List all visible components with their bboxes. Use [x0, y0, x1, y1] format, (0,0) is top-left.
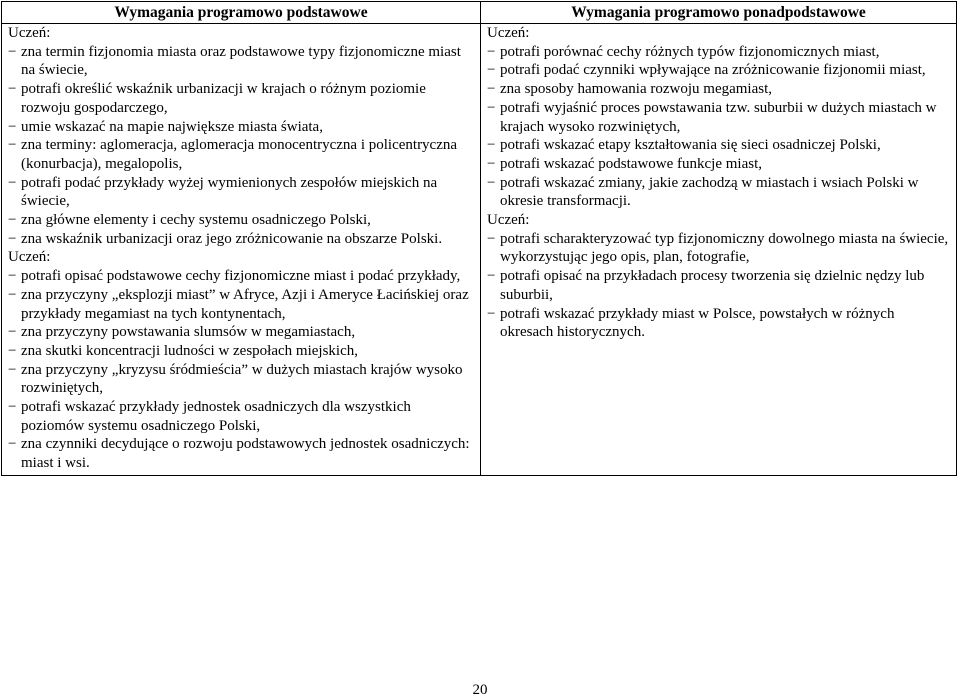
requirement-text: zna główne elementy i cechy systemu osadniczego Polski, [21, 212, 371, 229]
dash-bullet: − [487, 137, 496, 154]
requirement-item [8, 174, 474, 211]
requirement-item [487, 267, 950, 304]
requirement-item [8, 323, 474, 342]
student-heading: Uczeń: [8, 249, 51, 266]
page-number: 20 [472, 682, 488, 698]
dash-bullet: − [487, 43, 496, 60]
requirement-item [487, 61, 950, 80]
student-heading: Uczeń: [487, 212, 530, 229]
header-advanced: Wymagania programowo ponadpodstawowe [481, 2, 957, 24]
requirement-text: potrafi podać przykłady wyżej wymienionych zespołów miejskich na świecie, [21, 174, 438, 210]
requirement-text: zna termin fizjonomia miasta oraz podstawowe typy fizjonomiczne miast na świecie, [21, 43, 461, 79]
requirement-text: umie wskazać na mapie największe miasta świata, [21, 118, 323, 135]
requirement-item [8, 211, 474, 230]
requirement-text: potrafi podać czynniki wpływające na zróżnicowanie fizjonomii miast, [500, 62, 926, 79]
dash-bullet: − [8, 268, 17, 285]
requirement-item [487, 305, 950, 342]
requirement-text: potrafi wyjaśnić proces powstawania tzw. suburbii w dużych miastach w krajach wysoko rozwiniętych, [500, 99, 937, 135]
dash-bullet: − [8, 212, 17, 229]
dash-bullet: − [487, 174, 496, 191]
dash-bullet: − [487, 268, 496, 285]
requirement-text: zna skutki koncentracji ludności w zespołach miejskich, [21, 342, 358, 359]
student-heading: Uczeń: [487, 25, 530, 41]
requirement-item [8, 118, 474, 137]
dash-bullet: − [487, 81, 496, 98]
dash-bullet: − [8, 230, 17, 247]
requirement-item [487, 136, 950, 155]
dash-bullet: − [8, 137, 17, 154]
advanced-requirements-cell [481, 24, 957, 476]
requirement-item [8, 398, 474, 435]
dash-bullet: − [487, 99, 496, 116]
requirement-text: potrafi scharakteryzować typ fizjonomiczny dowolnego miasta na świecie, wykorzystując jego opis, plan, fotografie, [500, 230, 949, 266]
content-row [2, 24, 957, 476]
dash-bullet: − [8, 324, 17, 341]
requirement-item [8, 230, 474, 249]
dash-bullet: − [8, 174, 17, 191]
student-heading: Uczeń: [8, 25, 51, 41]
requirement-text: potrafi opisać na przykładach procesy tworzenia się dzielnic nędzy lub suburbii, [500, 268, 925, 303]
requirement-item [8, 136, 474, 173]
requirement-item [8, 435, 474, 472]
requirement-text: zna przyczyny powstawania slumsów w megamiastach, [21, 324, 356, 341]
requirement-item [487, 99, 950, 136]
requirement-text: zna przyczyny „kryzysu śródmieścia” w dużych miastach krajów wysoko rozwiniętych, [21, 361, 463, 397]
requirement-item [487, 155, 950, 174]
requirement-item [8, 267, 474, 286]
dash-bullet: − [8, 342, 17, 359]
requirement-item [487, 43, 950, 62]
header-row [2, 2, 957, 24]
requirement-text: zna terminy: aglomeracja, aglomeracja monocentryczna i policentryczna (konurbacja), megalopolis, [21, 137, 458, 172]
dash-bullet: − [487, 305, 496, 322]
requirement-text: potrafi wskazać przykłady jednostek osadniczych dla wszystkich poziomów systemu osadniczego Polski, [21, 399, 411, 434]
requirement-item [8, 80, 474, 117]
dash-bullet: − [8, 43, 17, 60]
requirement-text: potrafi wskazać przykłady miast w Polsce, powstałych w różnych okresach historycznych. [500, 305, 895, 341]
basic-requirements-cell [2, 24, 481, 476]
requirement-item [487, 230, 950, 267]
requirement-item [8, 361, 474, 398]
dash-bullet: − [487, 230, 496, 247]
requirement-text: potrafi opisać podstawowe cechy fizjonomiczne miast i podać przykłady, [21, 268, 461, 285]
requirements-table [1, 1, 957, 476]
requirement-item [8, 286, 474, 323]
requirement-item [8, 342, 474, 361]
dash-bullet: − [487, 155, 496, 172]
requirement-item [487, 80, 950, 99]
requirement-text: zna sposoby hamowania rozwoju megamiast, [500, 81, 773, 98]
requirement-item [487, 174, 950, 211]
dash-bullet: − [487, 62, 496, 79]
dash-bullet: − [8, 118, 17, 135]
dash-bullet: − [8, 361, 17, 378]
requirement-item [8, 43, 474, 80]
requirement-text: zna czynniki decydujące o rozwoju podstawowych jednostek osadniczych: miast i wsi. [21, 436, 470, 472]
requirement-text: potrafi określić wskaźnik urbanizacji w krajach o różnym poziomie rozwoju gospodarczego, [21, 81, 426, 116]
header-basic: Wymagania programowo podstawowe [2, 2, 481, 24]
requirement-text: zna wskaźnik urbanizacji oraz jego zróżnicowanie na obszarze Polski. [21, 230, 443, 247]
requirement-text: potrafi wskazać podstawowe funkcje miast, [500, 155, 762, 172]
requirement-text: zna przyczyny „eksplozji miast” w Afryce, Azji i Ameryce Łacińskiej oraz przykłady megamiast na tych kontynentach, [21, 286, 469, 322]
dash-bullet: − [8, 81, 17, 98]
dash-bullet: − [8, 399, 17, 416]
requirement-text: potrafi porównać cechy różnych typów fizjonomicznych miast, [500, 43, 880, 60]
requirement-text: potrafi wskazać etapy kształtowania się sieci osadniczej Polski, [500, 137, 881, 154]
requirement-text: potrafi wskazać zmiany, jakie zachodzą w miastach i wsiach Polski w okresie transformacji. [500, 174, 919, 210]
dash-bullet: − [8, 286, 17, 303]
dash-bullet: − [8, 436, 17, 453]
